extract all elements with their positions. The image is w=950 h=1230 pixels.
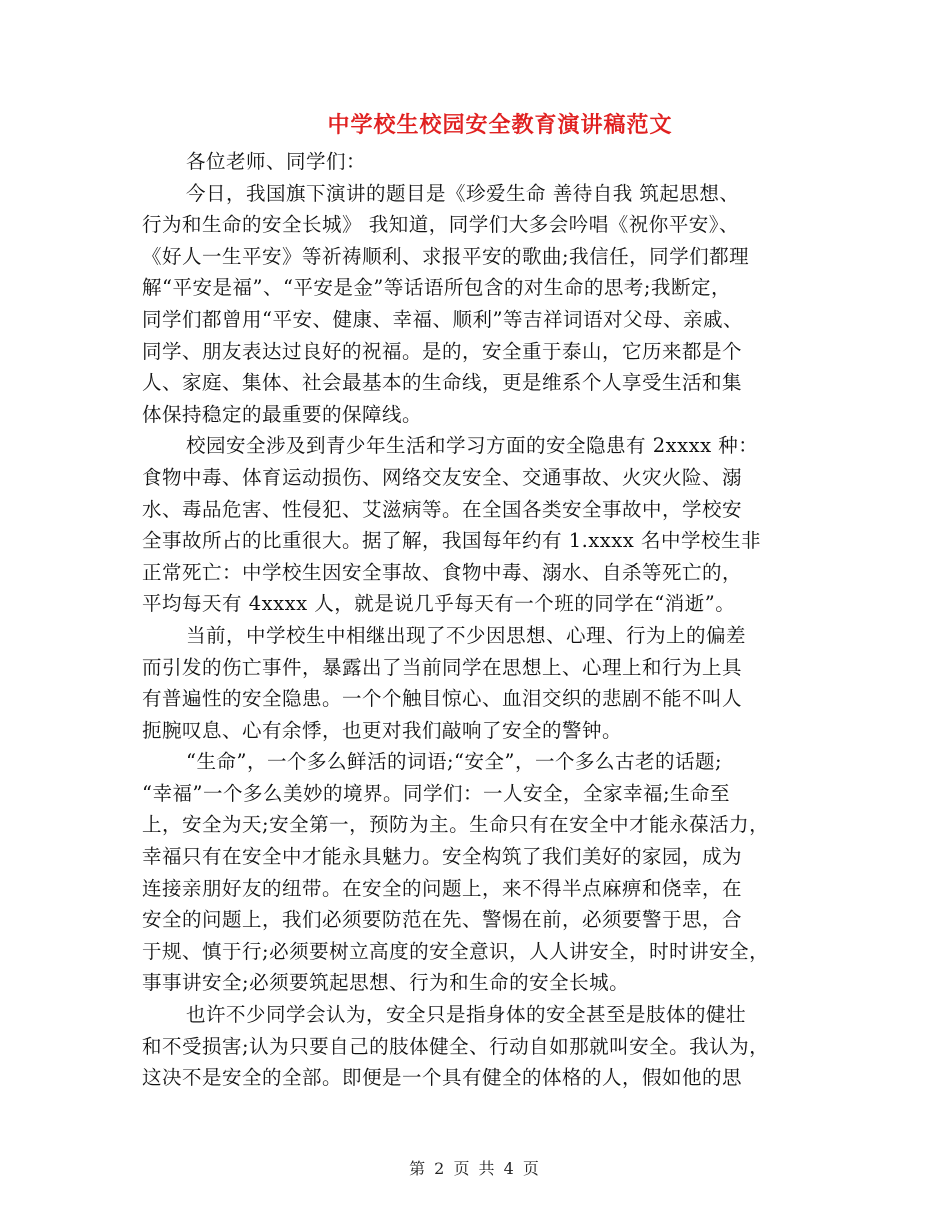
text-line: 人、家庭、集体、社会最基本的生命线，更是维系个人享受生活和集 <box>142 371 743 395</box>
text-line: 全事故所占的比重很大。据了解，我国每年约有 1.xxxx 名中学校生非 <box>142 529 761 553</box>
text-line: 各位老师、同学们： <box>186 150 367 173</box>
text-line: “生命”，一个多么鲜活的词语;“安全”，一个多么古老的话题; <box>186 750 723 774</box>
document-title: 中学校生校园安全教育演讲稿范文 <box>327 112 673 138</box>
text-line: 平均每天有 4xxxx 人，就是说几乎每天有一个班的同学在“消逝”。 <box>142 592 736 616</box>
text-line: 行为和生命的安全长城》 我知道，同学们大多会吟唱《祝你平安》、 <box>142 213 739 237</box>
text-line: 安全的问题上，我们必须要防范在先、警惕在前，必须要警于思，合 <box>142 908 743 932</box>
text-line: 解“平安是福”、“平安是金”等话语所包含的对生命的思考;我断定， <box>142 276 731 300</box>
text-line: 于规、慎于行;必须要树立高度的安全意识，人人讲安全，时时讲安全， <box>142 939 770 963</box>
text-line: 同学们都曾用“平安、健康、幸福、顺利”等吉祥词语对父母、亲戚、 <box>142 307 743 331</box>
text-line: 连接亲朋好友的纽带。在安全的问题上，来不得半点麻痹和侥幸，在 <box>142 876 743 900</box>
text-line: 同学、朋友表达过良好的祝福。是的，安全重于泰山，它历来都是个 <box>142 339 743 363</box>
text-line: 和不受损害;认为只要自己的肢体健全、行动自如那就叫安全。我认为， <box>142 1034 770 1058</box>
text-line: 有普遍性的安全隐患。一个个触目惊心、血泪交织的悲剧不能不叫人 <box>142 687 743 711</box>
text-line: 水、毒品危害、性侵犯、艾滋病等。在全国各类安全事故中，学校安 <box>142 497 743 521</box>
text-line: 也许不少同学会认为，安全只是指身体的安全甚至是肢体的健壮 <box>186 1003 747 1027</box>
text-line: 当前，中学校生中相继出现了不少因思想、心理、行为上的偏差 <box>186 623 747 647</box>
text-line: 幸福只有在安全中才能永具魅力。安全构筑了我们美好的家园，成为 <box>142 845 743 869</box>
text-line: 事事讲安全;必须要筑起思想、行为和生命的安全长城。 <box>142 971 630 995</box>
text-line: 扼腕叹息、心有余悸，也更对我们敲响了安全的警钟。 <box>142 718 623 742</box>
text-line: 正常死亡：中学校生因安全事故、食物中毒、溺水、自杀等死亡的， <box>142 560 743 584</box>
text-line: 而引发的伤亡事件，暴露出了当前同学在思想上、心理上和行为上具 <box>142 655 743 679</box>
document-body <box>142 146 814 1094</box>
text-line: 今日，我国旗下演讲的题目是《珍爱生命 善待自我 筑起思想、 <box>186 181 740 205</box>
text-line: 校园安全涉及到青少年生活和学习方面的安全隐患有 2xxxx 种： <box>186 434 759 458</box>
text-line: 体保持稳定的最重要的保障线。 <box>142 402 423 426</box>
text-line: 《好人一生平安》等祈祷顺利、求报平安的歌曲;我信任，同学们都理 <box>142 244 750 268</box>
page-number-footer: 第 2 页 共 4 页 <box>409 1159 541 1178</box>
text-line: 这决不是安全的全部。即便是一个具有健全的体格的人，假如他的思 <box>142 1066 743 1090</box>
text-line: 上，安全为天;安全第一，预防为主。生命只有在安全中才能永葆活力， <box>142 813 770 837</box>
text-line: “幸福”一个多么美妙的境界。同学们：一人安全，全家幸福;生命至 <box>142 781 731 805</box>
text-line: 食物中毒、体育运动损伤、网络交友安全、交通事故、火灾火险、溺 <box>142 465 743 489</box>
